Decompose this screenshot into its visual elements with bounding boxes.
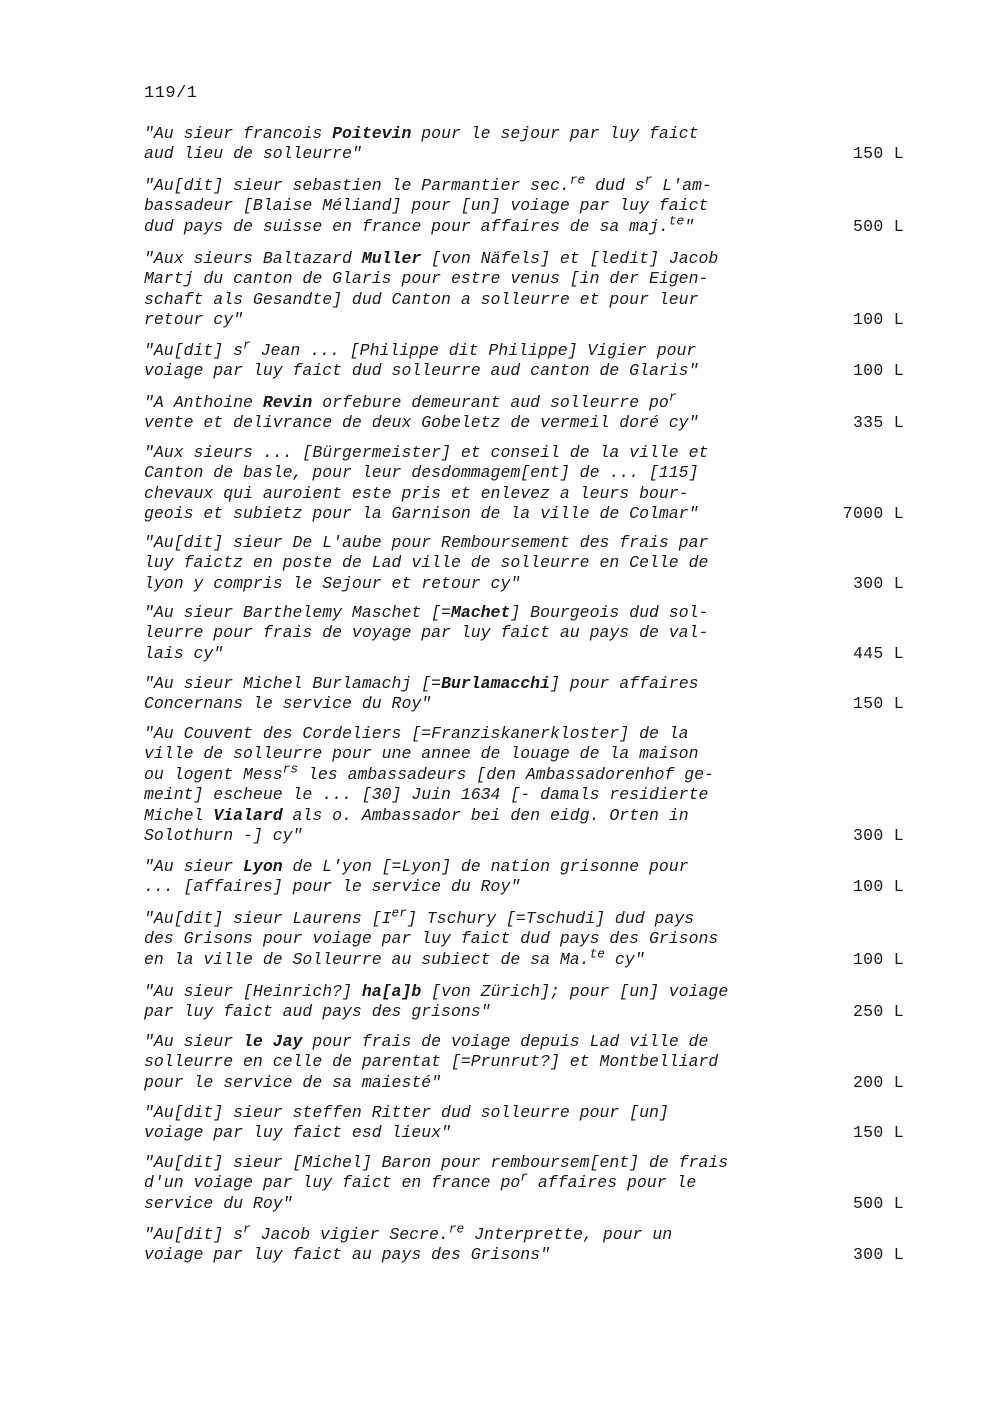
ledger-entry <box>144 533 904 594</box>
entry-text: "Aux sieurs ... [Bürgermeister] et conseil de la ville et Canton de basle, pour leur desdommagem[ent] de ... [115] chevaux qui auroient este pris et enlevez a leurs bour- geois et subietz pour la Garnison de la ville de Colmar" <box>144 443 709 524</box>
highlighted-name: Muller <box>361 249 422 268</box>
ledger-entry <box>144 337 904 382</box>
entry-amount: 7000 L <box>842 504 904 524</box>
ledger-entry <box>144 249 904 331</box>
superscript-abbrev: er <box>391 905 407 921</box>
entry-text: "A Anthoine Revin orfebure demeurant aud solleurre $po^r$ vente et delivrance de deux Gobeletz de vermeil doré cy" <box>144 389 699 433</box>
entry-amount: 150 L <box>852 144 904 164</box>
superscript-abbrev: r <box>644 172 653 188</box>
entry-amount: 150 L <box>852 1123 904 1143</box>
superscript-abbrev: r <box>520 1169 528 1185</box>
entry-amount: 100 L <box>852 361 904 381</box>
entry-text: "Au[dit] sieur [Michel] Baron pour remboursem[ent] de frais d'un voiage par luy faict en france $po^r$ affaires pour le service du Roy" <box>144 1153 729 1213</box>
superscript-abbrev: te <box>668 213 685 229</box>
highlighted-name: Poitevin <box>332 124 412 143</box>
entry-text: "Au[dit] sieur Laurens [Ier] Tschury [=Tschudi] dud pays des Grisons pour voiage par luy faict dud pays des Grisons en la ville de Solleurre au subiect de sa Ma.$^{te}$ cy" <box>144 905 719 969</box>
entry-amount: 100 L <box>852 949 904 969</box>
ledger-entry <box>144 172 904 237</box>
ledger-entry <box>144 603 904 664</box>
entry-text: "Aux sieurs Baltazard Muller [von Näfels] et [ledit] Jacob Martj du canton de Glaris pour estre venus [in der Eigen- schaft als Gesandte] dud Canton a solleurre et pour leur retour cy" <box>144 249 719 330</box>
highlighted-name: Vialard <box>213 805 283 825</box>
entry-amount: 250 L <box>852 1002 904 1022</box>
entry-amount: 300 L <box>852 1245 904 1265</box>
entry-text: "Au sieur Michel Burlamachj [=Burlamacchi] pour affaires Concernans le service du Roy" <box>144 674 699 714</box>
entry-text: "Au sieur le Jay pour frais de voiage depuis Lad ville de solleurre en celle de parentat [=Prunrut?] et Montbelliard pour le service de sa maiesté" <box>144 1032 719 1092</box>
superscript-abbrev: re <box>569 172 586 188</box>
ledger-entry <box>144 905 904 970</box>
entry-text: "Au sieur Lyon de L'yon [=Lyon] de nation grisonne pour ... [affaires] pour le service du Roy" <box>144 857 689 897</box>
superscript-abbrev: r <box>243 1221 251 1237</box>
entry-text: "Au sieur francois Poitevin pour le sejour par luy faict aud lieu de solleurre" <box>144 124 699 164</box>
highlighted-name: Machet <box>450 603 511 622</box>
entry-amount: 445 L <box>852 643 904 663</box>
entry-text: "Au[dit] $s^r$ Jacob vigier Secre.$^{re}$ Jnterprette, pour un voiage par luy faict au pays des Grisons" <box>144 1221 673 1265</box>
superscript-abbrev: r <box>243 337 251 353</box>
ledger-entry <box>144 982 904 1023</box>
highlighted-name: Burlamacchi <box>441 674 550 693</box>
page-number: 119/1 <box>144 84 198 103</box>
superscript-abbrev: r <box>668 389 677 405</box>
superscript-abbrev: rs <box>282 761 299 777</box>
entry-amount: 300 L <box>852 826 904 846</box>
highlighted-name: le Jay <box>243 1032 303 1051</box>
highlighted-name: Lyon <box>243 857 283 876</box>
entry-amount: 100 L <box>852 310 904 330</box>
highlighted-name: ha[a]b <box>361 982 422 1001</box>
entry-amount: 150 L <box>852 694 904 714</box>
entry-amount: 335 L <box>852 413 904 433</box>
entry-text: "Au[dit] sieur steffen Ritter dud solleurre pour [un] voiage par luy faict esd lieux" <box>144 1103 669 1143</box>
ledger-entry <box>144 389 904 434</box>
entry-amount: 300 L <box>852 573 904 593</box>
ledger-entry <box>144 443 904 525</box>
highlighted-name: Revin <box>262 393 313 412</box>
entry-text: "Au sieur Barthelemy Maschet [=Machet] Bourgeois dud sol- leurre pour frais de voyage par luy faict au pays de val- lais cy" <box>144 603 709 663</box>
ledger-entry <box>144 1221 904 1266</box>
ledger-entry <box>144 857 904 898</box>
ledger-entry <box>144 1032 904 1093</box>
superscript-abbrev: re <box>448 1221 465 1237</box>
entry-text: "Au[dit] sieur sebastien le Parmantier sec.$^{re}$ dud $s^r$ L'am- bassadeur [Blaise Méliand] pour [un] voiage par luy faict dud pays de suisse en france pour affaires de sa maj.$^{te}$" <box>144 172 712 236</box>
superscript-abbrev: te <box>589 946 606 962</box>
ledger-entry <box>144 124 904 165</box>
entry-text: "Au Couvent des Cordeliers [=Franziskanerkloster] de la ville de solleurre pour une annee de louage de la maison ou logent Mess$^{rs}$ les ambassadeurs [den Ambassadorenhof ge- meint] escheue le ... [30] Juin 1634 [- damals residierte Michel Vialard als o. Ambassador bei den eidg. Orten in Solothurn -] cy" <box>144 724 714 846</box>
entry-text: "Au[dit] sieur De L'aube pour Remboursement des frais par luy faictz en poste de Lad ville de solleurre en Celle de lyon y compris le Sejour et retour cy" <box>144 533 709 593</box>
ledger-entry <box>144 724 904 846</box>
entry-amount: 500 L <box>852 216 904 236</box>
entry-text: "Au sieur [Heinrich?] ha[a]b [von Zürich]; pour [un] voiage par luy faict aud pays des grisons" <box>144 982 729 1022</box>
entry-amount: 100 L <box>852 877 904 897</box>
ledger-entry <box>144 1103 904 1144</box>
ledger-entry <box>144 1153 904 1214</box>
entry-amount: 500 L <box>852 1193 904 1213</box>
entry-text: "Au[dit] $s^r$ Jean ... [Philippe dit Philippe] Vigier pour voiage par luy faict dud solleurre aud canton de Glaris" <box>144 337 699 381</box>
ledger-entry <box>144 674 904 715</box>
entry-amount: 200 L <box>852 1072 904 1092</box>
